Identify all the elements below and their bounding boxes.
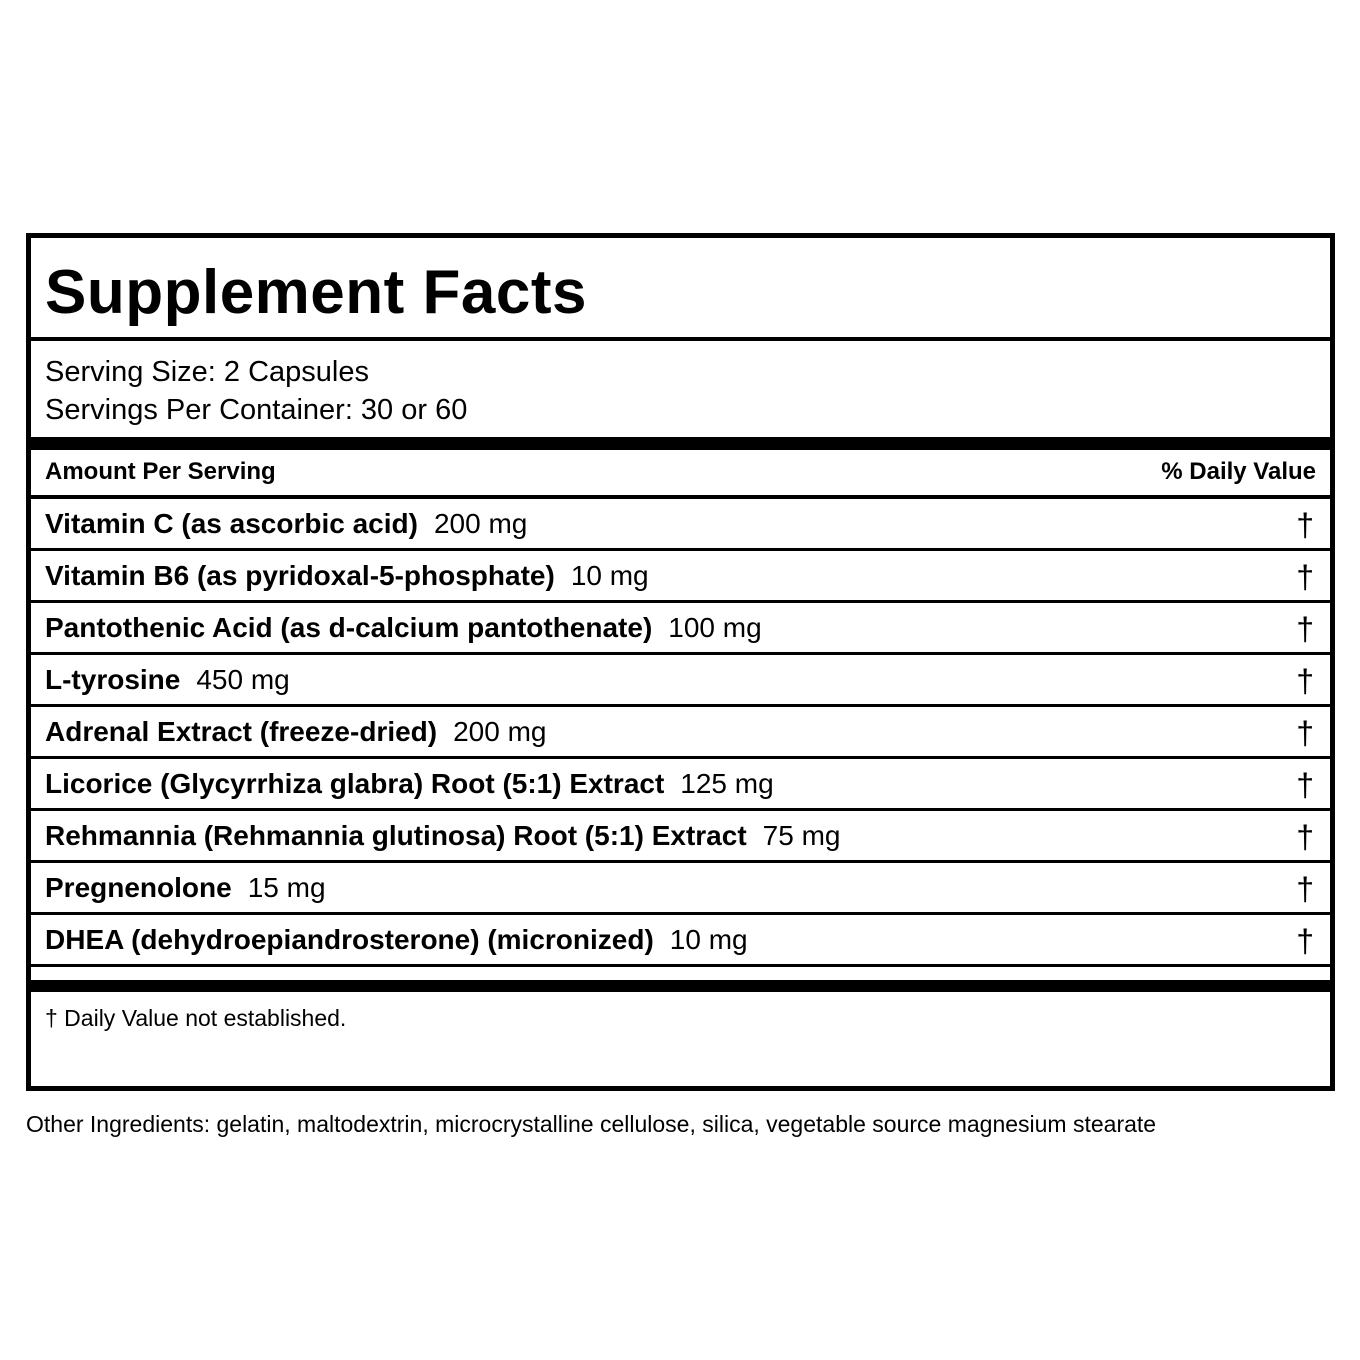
ingredient-name: Adrenal Extract (freeze-dried) <box>45 716 438 747</box>
daily-value-header: % Daily Value <box>1161 458 1316 485</box>
ingredient-name: Vitamin C (as ascorbic acid) <box>45 508 418 539</box>
ingredient-amount: 200 mg <box>433 508 528 539</box>
other-ingredients: Other Ingredients: gelatin, maltodextrin, microcrystalline cellulose, silica, vegetable source magnesium stearate <box>26 1111 1157 1137</box>
ingredient-label <box>45 611 762 645</box>
ingredient-daily-value: † <box>1296 871 1314 907</box>
ingredient-label <box>45 715 547 749</box>
ingredient-label <box>45 767 774 801</box>
ingredient-row <box>31 759 1330 809</box>
ingredient-amount: 450 mg <box>196 664 290 695</box>
amount-per-serving-header: Amount Per Serving <box>45 458 276 485</box>
supplement-facts-panel <box>26 233 1335 1091</box>
ingredient-row <box>31 655 1330 705</box>
ingredient-name: L-tyrosine <box>45 664 181 695</box>
ingredient-daily-value: † <box>1296 923 1314 959</box>
ingredient-daily-value: † <box>1296 819 1314 855</box>
ingredient-row <box>31 863 1330 913</box>
ingredient-name: Pantothenic Acid (as d-calcium pantothenate) <box>45 612 653 643</box>
ingredient-row <box>31 915 1330 965</box>
thick-divider-top <box>31 437 1330 450</box>
ingredient-amount: 75 mg <box>762 820 841 851</box>
ingredient-amount: 10 mg <box>570 560 649 591</box>
ingredient-amount: 10 mg <box>669 924 748 955</box>
ingredient-amount: 125 mg <box>680 768 774 799</box>
ingredient-label <box>45 507 527 541</box>
ingredient-label <box>45 663 290 697</box>
ingredient-daily-value: † <box>1296 715 1314 751</box>
ingredient-daily-value: † <box>1296 767 1314 803</box>
servings-per-container: Servings Per Container: 30 or 60 <box>45 394 468 426</box>
ingredient-row <box>31 499 1330 549</box>
ingredient-name: DHEA (dehydroepiandrosterone) (micronized) <box>45 924 654 955</box>
ingredient-amount: 100 mg <box>668 612 762 643</box>
panel-title: Supplement Facts <box>45 258 587 327</box>
ingredient-label <box>45 559 649 593</box>
row-divider <box>31 964 1330 967</box>
ingredient-row <box>31 811 1330 861</box>
ingredient-daily-value: † <box>1296 663 1314 699</box>
footnote: † Daily Value not established. <box>45 1005 347 1031</box>
ingredient-daily-value: † <box>1296 611 1314 647</box>
ingredient-name: Pregnenolone <box>45 872 232 903</box>
ingredient-name: Rehmannia (Rehmannia glutinosa) Root (5:1) Extract <box>45 820 747 851</box>
serving-size: Serving Size: 2 Capsules <box>45 356 369 388</box>
ingredient-row <box>31 603 1330 653</box>
ingredient-amount: 200 mg <box>453 716 547 747</box>
ingredient-daily-value: † <box>1296 559 1314 595</box>
ingredient-name: Vitamin B6 (as pyridoxal-5-phosphate) <box>45 560 555 591</box>
ingredient-row <box>31 707 1330 757</box>
ingredient-daily-value: † <box>1296 507 1314 543</box>
ingredient-label <box>45 871 326 905</box>
thick-divider-bottom <box>31 980 1330 992</box>
ingredient-label <box>45 923 748 957</box>
divider-under-title <box>31 337 1330 341</box>
ingredient-label <box>45 819 840 853</box>
ingredient-amount: 15 mg <box>247 872 326 903</box>
ingredient-row <box>31 551 1330 601</box>
ingredient-name: Licorice (Glycyrrhiza glabra) Root (5:1) Extract <box>45 768 665 799</box>
